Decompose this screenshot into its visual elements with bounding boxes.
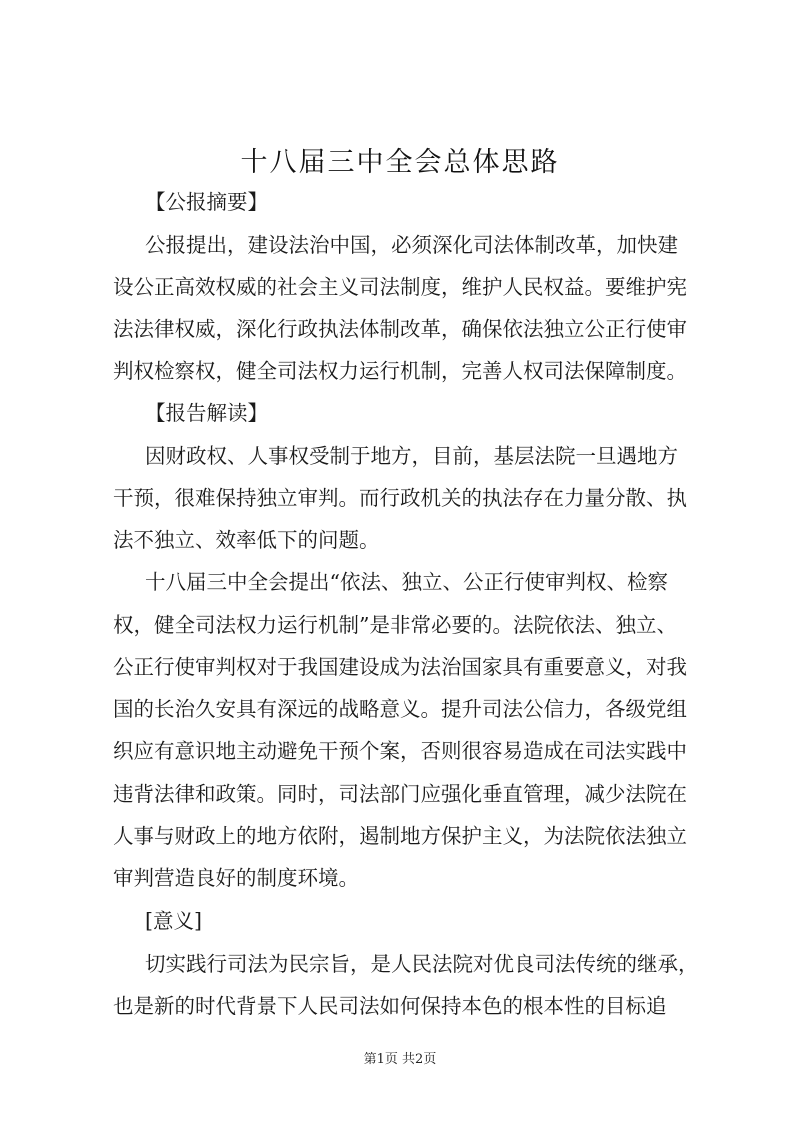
- section-heading: 【报告解读】: [145, 401, 268, 425]
- page-footer: 第1页 共2页: [363, 1052, 437, 1067]
- section-heading: 【公报摘要】: [145, 190, 268, 214]
- paragraph-line: 权，健全司法权力运行机制”是非常必要的。法院依法、独立、: [113, 613, 677, 637]
- paragraph-line: 切实践行司法为民宗旨，是人民法院对优良司法传统的继承，: [145, 952, 699, 976]
- paragraph-line: 判权检察权，健全司法权力运行机制，完善人权司法保障制度。: [113, 359, 687, 383]
- paragraph-line: 法法律权威，深化行政执法体制改革，确保依法独立公正行使审: [113, 317, 687, 341]
- paragraph-line: 因财政权、人事权受制于地方，目前，基层法院一旦遇地方: [145, 444, 678, 468]
- paragraph-line: 公正行使审判权对于我国建设成为法治国家具有重要意义，对我: [113, 655, 687, 679]
- paragraph-line: 设公正高效权威的社会主义司法制度，维护人民权益。要维护宪: [113, 275, 687, 299]
- paragraph-line: 国的长治久安具有深远的战略意义。提升司法公信力，各级党组: [113, 697, 687, 721]
- paragraph-line: 干预，很难保持独立审判。而行政机关的执法存在力量分散、执: [113, 486, 687, 510]
- section-heading: [意义]: [145, 909, 202, 933]
- paragraph-line: 人事与财政上的地方依附，遏制地方保护主义，为法院依法独立: [113, 824, 687, 848]
- paragraph-line: 法不独立、效率低下的问题。: [113, 528, 380, 552]
- document-title: 十八届三中全会总体思路: [240, 147, 560, 178]
- paragraph-line: 十八届三中全会提出“依法、独立、公正行使审判权、检察: [145, 570, 668, 594]
- paragraph-line: 违背法律和政策。同时，司法部门应强化垂直管理，减少法院在: [113, 782, 687, 806]
- paragraph-line: 织应有意识地主动避免干预个案，否则很容易造成在司法实践中: [113, 739, 687, 763]
- paragraph-line: 审判营造良好的制度环境。: [113, 866, 359, 890]
- paragraph-line: 公报提出，建设法治中国，必须深化司法体制改革，加快建: [145, 233, 678, 257]
- paragraph-line: 也是新的时代背景下人民司法如何保持本色的根本性的目标追: [113, 994, 667, 1018]
